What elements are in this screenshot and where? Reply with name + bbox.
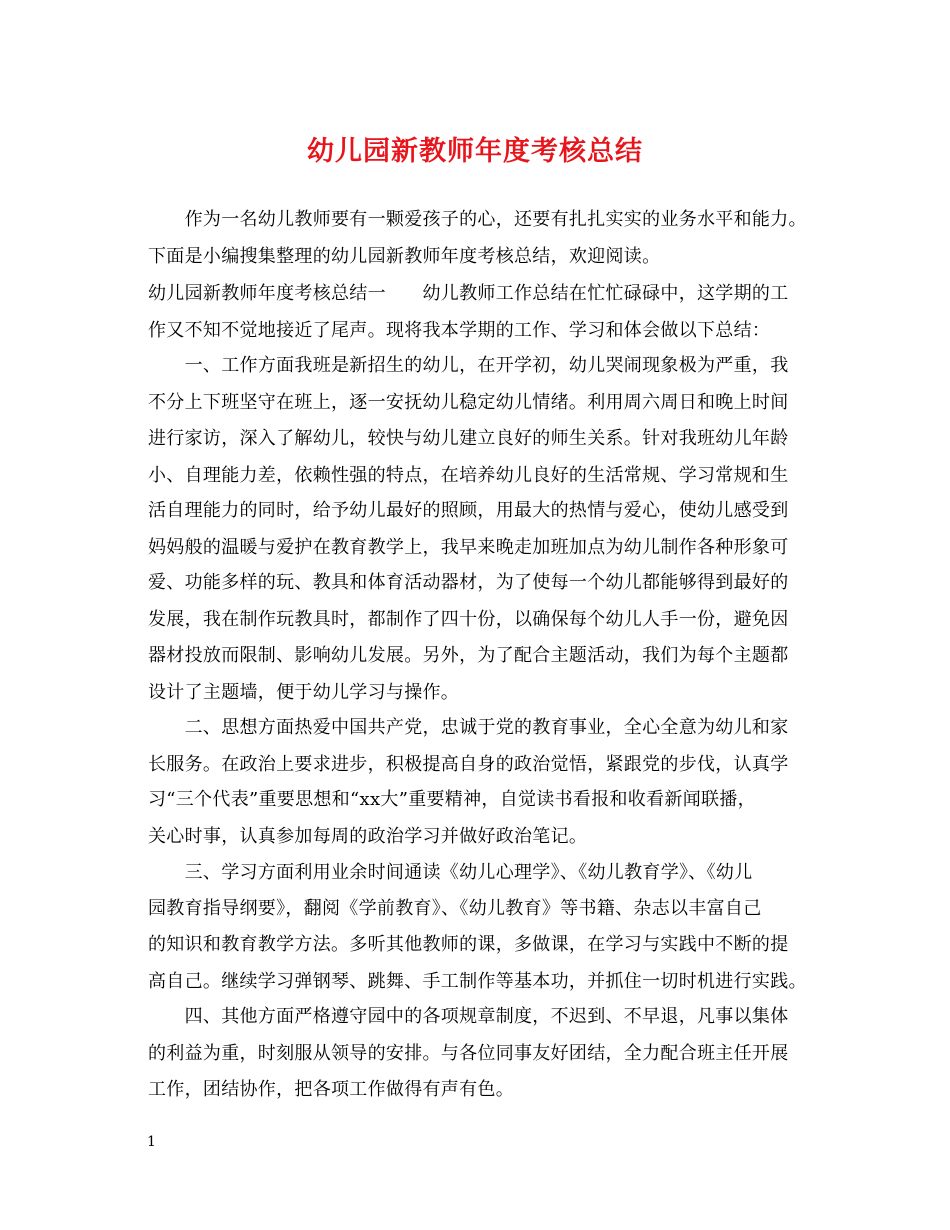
- body-line: 作又不知不觉地接近了尾声。现将我本学期的工作、学习和体会做以下总结：: [148, 320, 771, 341]
- body-line: 三、学习方面利用业余时间通读《幼儿心理学》、《幼儿教育学》、《幼儿: [148, 862, 753, 883]
- body-line: 高自己。继续学习弹钢琴、跳舞、手工制作等基本功，并抓住一切时机进行实践。: [148, 971, 807, 992]
- body-line: 小、自理能力差，依赖性强的特点，在培养幼儿良好的生活常规、学习常规和生: [148, 465, 789, 486]
- body-line: 活自理能力的同时，给予幼儿最好的照顾，用最大的热情与爱心，使幼儿感受到: [148, 500, 789, 521]
- body-line: 下面是小编搜集整理的幼儿园新教师年度考核总结，欢迎阅读。: [148, 246, 661, 267]
- body-line: 的知识和教育教学方法。多听其他教师的课，多做课，在学习与实践中不断的提: [148, 934, 789, 955]
- body-line: 习“三个代表”重要思想和“xx大”重要精神，自觉读书看报和收看新闻联播，: [148, 789, 756, 810]
- body-line: 进行家访，深入了解幼儿，较快与幼儿建立良好的师生关系。针对我班幼儿年龄: [148, 428, 789, 449]
- body-line: 二、思想方面热爱中国共产党，忠诚于党的教育事业，全心全意为幼儿和家: [148, 717, 789, 738]
- body-line: 发展，我在制作玩教具时，都制作了四十份，以确保每个幼儿人手一份，避免因: [148, 609, 789, 630]
- body-line: 一、工作方面我班是新招生的幼儿，在开学初，幼儿哭闹现象极为严重，我: [148, 355, 789, 376]
- body-line: 长服务。在政治上要求进步，积极提高自身的政治觉悟，紧跟党的步伐，认真学: [148, 754, 789, 775]
- body-line: 器材投放而限制、影响幼儿发展。另外，为了配合主题活动，我们为每个主题都: [148, 645, 789, 666]
- page-number: 1: [147, 1134, 156, 1150]
- document-title: 幼儿园新教师年度考核总结: [307, 136, 643, 167]
- body-line: 关心时事，认真参加每周的政治学习并做好政治笔记。: [148, 826, 588, 847]
- body-line: 不分上下班坚守在班上，逐一安抚幼儿稳定幼儿情绪。利用周六周日和晚上时间: [148, 392, 789, 413]
- body-line: 作为一名幼儿教师要有一颗爱孩子的心，还要有扎扎实实的业务水平和能力。: [148, 209, 807, 230]
- body-line: 园教育指导纲要》，翻阅《学前教育》、《幼儿教育》等书籍、杂志以丰富自己: [148, 898, 762, 919]
- body-line: 工作，团结协作，把各项工作做得有声有色。: [148, 1079, 514, 1100]
- body-line: 设计了主题墙，便于幼儿学习与操作。: [148, 682, 460, 703]
- body-line: 爱、功能多样的玩、教具和体育活动器材，为了使每一个幼儿都能够得到最好的: [148, 572, 789, 593]
- body-line: 的利益为重，时刻服从领导的安排。与各位同事友好团结，全力配合班主任开展: [148, 1043, 789, 1064]
- body-line: 幼儿园新教师年度考核总结一 幼儿教师工作总结在忙忙碌碌中，这学期的工: [148, 283, 789, 304]
- body-line: 四、其他方面严格遵守园中的各项规章制度，不迟到、不早退，凡事以集体: [148, 1006, 789, 1027]
- body-line: 妈妈般的温暖与爱护在教育教学上，我早来晚走加班加点为幼儿制作各种形象可: [148, 537, 789, 558]
